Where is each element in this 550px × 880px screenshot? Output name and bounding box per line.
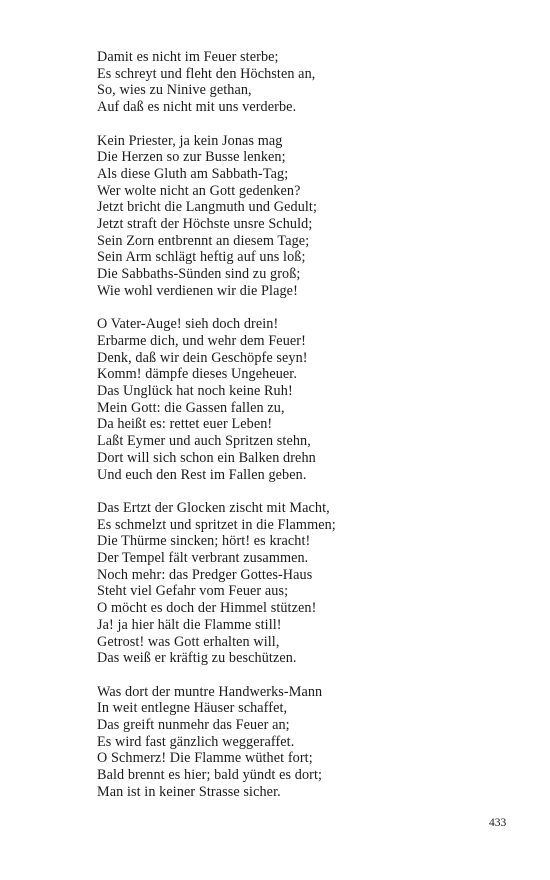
stanza (97, 316, 497, 483)
verse-line: Es wird fast gänzlich weggeraffet. (97, 733, 295, 750)
verse-line: Sein Zorn entbrennt an diesem Tage; (97, 232, 310, 249)
verse-line: Der Tempel fält verbrant zusammen. (97, 550, 309, 567)
verse-line: So, wies zu Ninive gethan, (97, 82, 252, 99)
stanza (97, 133, 497, 300)
stanza (97, 684, 497, 801)
verse-line: Denk, daß wir dein Geschöpfe seyn! (97, 349, 308, 366)
verse-line: Das Ertzt der Glocken zischt mit Macht, (97, 499, 330, 516)
stanza (97, 500, 497, 667)
verse-line: Jetzt straft der Höchste unsre Schuld; (97, 216, 313, 233)
verse-line: O möcht es doch der Himmel stützen! (97, 600, 317, 617)
page-number: 433 (489, 817, 507, 829)
verse-line: O Vater-Auge! sieh doch drein! (97, 316, 279, 333)
verse-line: O Schmerz! Die Flamme wüthet fort; (97, 750, 313, 767)
verse-line: Mein Gott: die Gassen fallen zu, (97, 399, 285, 416)
verse-line: Sein Arm schlägt heftig auf uns loß; (97, 249, 306, 266)
stanza (97, 49, 497, 116)
verse-line: Dort will sich schon ein Balken drehn (97, 449, 316, 466)
verse-line: Da heißt es: rettet euer Leben! (97, 416, 273, 433)
verse-line: Erbarme dich, und wehr dem Feuer! (97, 332, 306, 349)
verse-line: Bald brennt es hier; bald yündt es dort; (97, 767, 323, 784)
verse-line: Es schmelzt und spritzet in die Flammen; (97, 516, 336, 533)
verse-line: Und euch den Rest im Fallen geben. (97, 466, 307, 483)
verse-line: Getrost! was Gott erhalten will, (97, 633, 280, 650)
verse-line: Man ist in keiner Strasse sicher. (97, 783, 281, 800)
verse-line: Das weiß er kräftig zu beschützen. (97, 650, 297, 667)
verse-line: Noch mehr: das Predger Gottes-Haus (97, 566, 313, 583)
verse-line: Die Sabbaths-Sünden sind zu groß; (97, 266, 301, 283)
verse-line: Das greift nunmehr das Feuer an; (97, 717, 290, 734)
verse-line: Die Herzen so zur Busse lenken; (97, 149, 286, 166)
verse-line: Jetzt bricht die Langmuth und Gedult; (97, 199, 318, 216)
verse-line: Laßt Eymer und auch Spritzen stehn, (97, 433, 311, 450)
verse-line: Wer wolte nicht an Gott gedenken? (97, 182, 301, 199)
verse-line: Auf daß es nicht mit uns verderbe. (97, 99, 297, 116)
verse-line: In weit entlegne Häuser schaffet, (97, 700, 288, 717)
verse-line: Ja! ja hier hält die Flamme still! (97, 616, 282, 633)
verse-line: Damit es nicht im Feuer sterbe; (97, 49, 279, 65)
verse-line: Die Thürme sincken; hört! es kracht! (97, 533, 311, 550)
verse-line: Komm! dämpfe dieses Ungeheuer. (97, 366, 297, 383)
verse-line: Es schreyt und fleht den Höchsten an, (97, 65, 316, 82)
poem-text (97, 49, 497, 817)
verse-line: Das Unglück hat noch keine Ruh! (97, 383, 293, 400)
verse-line: Wie wohl verdienen wir die Plage! (97, 282, 298, 299)
verse-line: Kein Priester, ja kein Jonas mag (97, 132, 283, 149)
verse-line: Steht viel Gefahr vom Feuer aus; (97, 583, 289, 600)
verse-line: Als diese Gluth am Sabbath-Tag; (97, 165, 289, 182)
verse-line: Was dort der muntre Handwerks-Mann (97, 683, 323, 700)
